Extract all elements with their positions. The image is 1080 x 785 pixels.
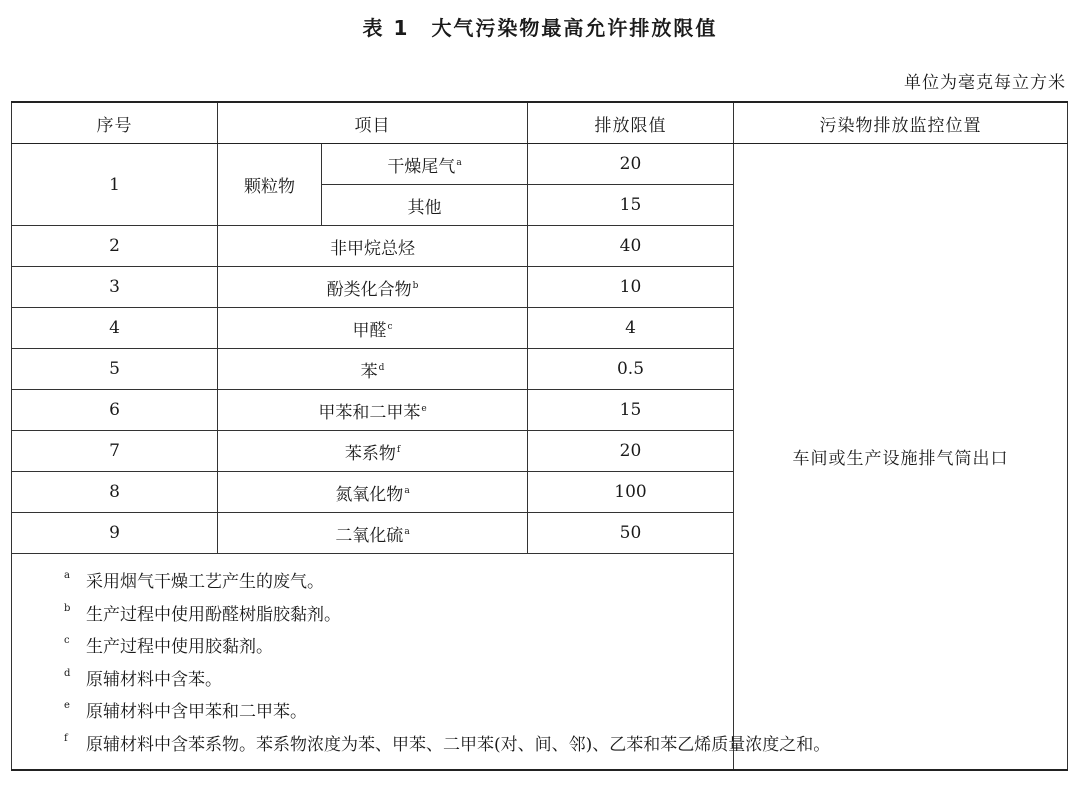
item-cell bbox=[218, 431, 528, 472]
footnote-text: 原辅材料中含苯。 bbox=[86, 669, 222, 690]
seq-cell: 2 bbox=[12, 226, 218, 267]
seq-cell: 6 bbox=[12, 390, 218, 431]
footnote-mark: a bbox=[404, 526, 410, 537]
seq-cell: 4 bbox=[12, 308, 218, 349]
footnote-text: 生产过程中使用酚醛树脂胶黏剂。 bbox=[86, 604, 341, 625]
limit-cell: 40 bbox=[528, 226, 734, 267]
limit-cell: 15 bbox=[528, 185, 734, 226]
item-cell bbox=[218, 308, 528, 349]
seq-cell: 5 bbox=[12, 349, 218, 390]
footnote-mark: d bbox=[378, 362, 385, 373]
header-limit: 排放限值 bbox=[528, 102, 734, 144]
footnote-item bbox=[12, 729, 1067, 762]
header-item: 项目 bbox=[218, 102, 528, 144]
item-name: 干燥尾气 bbox=[387, 156, 456, 177]
limit-cell: 10 bbox=[528, 267, 734, 308]
table-row bbox=[12, 144, 1068, 185]
table-number: 表 1 bbox=[362, 16, 410, 40]
header-location: 污染物排放监控位置 bbox=[734, 102, 1068, 144]
limit-cell: 100 bbox=[528, 472, 734, 513]
limit-cell: 15 bbox=[528, 390, 734, 431]
group-label: 颗粒物 bbox=[218, 144, 322, 226]
footnote-mark: e bbox=[421, 403, 427, 414]
item-cell bbox=[218, 267, 528, 308]
footnote-mark: a bbox=[456, 157, 462, 168]
footnote-item bbox=[12, 599, 1067, 632]
footnote-text: 原辅材料中含甲苯和二甲苯。 bbox=[86, 702, 307, 722]
location-cell: 车间或生产设施排气筒出口 bbox=[734, 144, 1068, 771]
footnotes bbox=[12, 554, 1068, 771]
item-name: 非甲烷总烃 bbox=[330, 238, 415, 259]
item-cell bbox=[322, 185, 528, 226]
footnote-mark: f bbox=[396, 444, 401, 455]
item-cell bbox=[218, 349, 528, 390]
footnote-item bbox=[12, 696, 1067, 729]
footnote-text: 采用烟气干燥工艺产生的废气。 bbox=[86, 572, 324, 592]
item-name: 苯系物 bbox=[344, 443, 396, 464]
footnote-mark: a bbox=[404, 485, 410, 496]
limit-cell: 0.5 bbox=[528, 349, 734, 390]
seq-cell: 8 bbox=[12, 472, 218, 513]
item-name: 甲苯和二甲苯 bbox=[318, 402, 421, 423]
limit-cell: 20 bbox=[528, 144, 734, 185]
footnote-mark: e bbox=[64, 700, 70, 711]
item-name: 苯 bbox=[360, 361, 378, 382]
limit-cell: 20 bbox=[528, 431, 734, 472]
table-title-text: 大气污染物最高允许排放限值 bbox=[431, 16, 718, 40]
header-row bbox=[12, 102, 1068, 144]
unit-label: 单位为毫克每立方米 bbox=[904, 73, 1066, 93]
seq-cell: 1 bbox=[12, 144, 218, 226]
footnote-mark: c bbox=[387, 321, 393, 332]
footnote-text: 原辅材料中含苯系物。苯系物浓度为苯、甲苯、二甲苯(对、间、邻)、乙苯和苯乙烯质量浓度之和。 bbox=[86, 734, 831, 755]
item-cell bbox=[322, 144, 528, 185]
footnote-mark: d bbox=[64, 667, 71, 679]
item-cell bbox=[218, 472, 528, 513]
table-title bbox=[0, 12, 1080, 41]
footnote-mark: c bbox=[64, 635, 70, 646]
footnote-text: 生产过程中使用胶黏剂。 bbox=[86, 637, 273, 657]
footnote-item bbox=[12, 664, 1067, 697]
footnote-mark: b bbox=[64, 602, 71, 614]
seq-cell: 3 bbox=[12, 267, 218, 308]
item-cell bbox=[218, 226, 528, 267]
item-name: 甲醛 bbox=[352, 320, 387, 341]
emission-limits-table bbox=[11, 101, 1068, 771]
item-cell bbox=[218, 390, 528, 431]
item-name: 酚类化合物 bbox=[326, 279, 412, 300]
footnote-item bbox=[12, 566, 1067, 599]
item-name: 二氧化硫 bbox=[335, 525, 404, 546]
header-seq: 序号 bbox=[12, 102, 218, 144]
item-name: 氮氧化物 bbox=[335, 484, 404, 505]
limit-cell: 4 bbox=[528, 308, 734, 349]
seq-cell: 9 bbox=[12, 513, 218, 554]
item-name: 其他 bbox=[407, 197, 442, 218]
notes-row bbox=[12, 554, 1068, 771]
limit-cell: 50 bbox=[528, 513, 734, 554]
item-cell bbox=[218, 513, 528, 554]
footnote-mark: f bbox=[64, 732, 68, 744]
footnote-item bbox=[12, 631, 1067, 664]
footnote-mark: b bbox=[412, 280, 419, 291]
footnote-mark: a bbox=[64, 570, 70, 581]
seq-cell: 7 bbox=[12, 431, 218, 472]
